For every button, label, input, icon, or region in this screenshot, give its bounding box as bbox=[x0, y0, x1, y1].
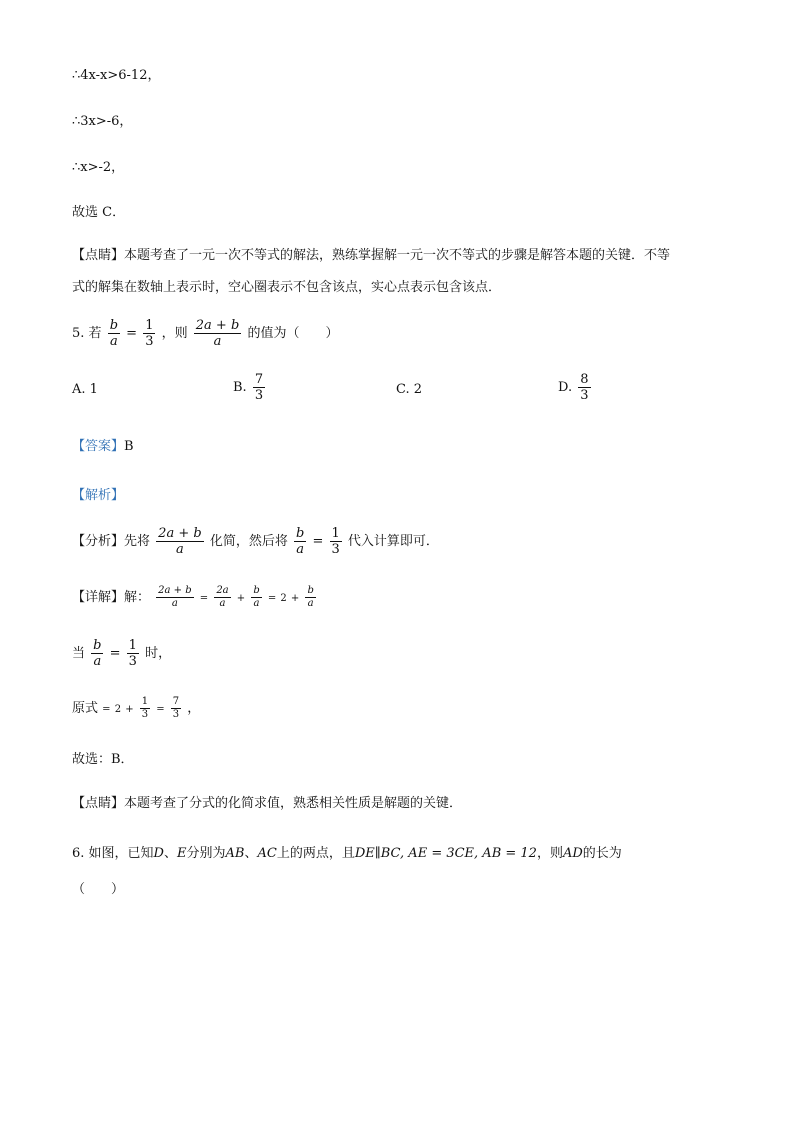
q6-blank: （ ） bbox=[72, 882, 125, 897]
question-5 bbox=[72, 318, 338, 349]
comment-text: 本题考查了一元一次不等式的解法，熟练掌握解一元一次不等式的步骤是解答本题的关键．不等 bbox=[124, 248, 671, 263]
fenxi-fraction-3: $\frac{1}{3}$ bbox=[331, 526, 340, 557]
q5-tail: 的值为（ ） bbox=[247, 326, 339, 341]
option-a: A. 1 bbox=[72, 382, 98, 397]
fenxi-line: 【分析】先将 $\frac{2a + b}{a}$ 化简，然后将 $\frac{b}{a}$ = $\frac{1}{3}$ 代入计算即可． bbox=[72, 526, 439, 557]
xj-fraction-4: $\frac{b}{a}$ bbox=[307, 585, 314, 609]
option-c: C. 2 bbox=[396, 382, 423, 397]
ys-fraction-1: $\frac{1}{3}$ bbox=[141, 696, 149, 720]
analysis-tag: 【解析】 bbox=[72, 488, 125, 503]
dang-line: 当 $\frac{b}{a}$ = $\frac{1}{3}$ 时， bbox=[72, 638, 172, 669]
answer-value: B bbox=[124, 439, 134, 454]
option-d-fraction: $\frac{8}{3}$ bbox=[580, 372, 589, 403]
dang-fraction-2: $\frac{1}{3}$ bbox=[128, 638, 137, 669]
step-2: ∴3x>-6， bbox=[72, 114, 133, 129]
comment-1-line2: 式的解集在数轴上表示时，空心圈表示不包含该点，实心点表示包含该点． bbox=[72, 280, 502, 295]
xj-fraction-3: $\frac{b}{a}$ bbox=[253, 585, 260, 609]
option-b: B. $\frac{7}{3}$ bbox=[233, 372, 264, 403]
choose-b: 故选：B． bbox=[72, 752, 134, 767]
answer-tag: 【答案】 bbox=[72, 439, 125, 454]
option-d: D. $\frac{8}{3}$ bbox=[558, 372, 589, 403]
fenxi-fraction-2: $\frac{b}{a}$ bbox=[295, 526, 305, 557]
yuanshi-line: 原式 = 2 + $\frac{1}{3}$ = $\frac{7}{3}$ ， bbox=[72, 696, 201, 720]
choose-c: 故选 C． bbox=[72, 205, 126, 220]
q5-then: ，则 bbox=[161, 326, 188, 341]
dang-fraction-1: $\frac{b}{a}$ bbox=[93, 638, 102, 669]
ys-fraction-2: $\frac{7}{3}$ bbox=[172, 696, 180, 720]
fraction-b-over-a: $\frac{b}{a}$ bbox=[109, 318, 119, 349]
fraction-2a-plus-b-over-a: $\frac{2a + b}{a}$ bbox=[195, 318, 240, 349]
xj-fraction-1: $\frac{2a + b}{a}$ bbox=[158, 585, 192, 609]
question-6: 6. 如图，已知D、E分别为AB、AC上的两点，且DE∥BC, AE = 3CE, AB = 12，则AD的长为 bbox=[72, 846, 622, 861]
xj-fraction-2: $\frac{2a}{a}$ bbox=[216, 585, 229, 609]
comment-2: 【点睛】本题考查了分式的化简求值，熟悉相关性质是解题的关键． bbox=[72, 796, 463, 811]
q5-number: 5. 若 bbox=[72, 326, 102, 341]
option-b-fraction: $\frac{7}{3}$ bbox=[254, 372, 264, 403]
comment-1 bbox=[72, 247, 670, 265]
fraction-one-third: $\frac{1}{3}$ bbox=[145, 318, 154, 349]
fenxi-fraction-1: $\frac{2a + b}{a}$ bbox=[158, 526, 202, 557]
comment-tag: 【点睛】 bbox=[72, 248, 125, 263]
step-1: ∴4x-x>6-12， bbox=[72, 68, 161, 83]
answer-line bbox=[72, 438, 134, 456]
equals: = bbox=[126, 326, 138, 341]
step-3: ∴x>-2， bbox=[72, 160, 125, 175]
xiangjie-line: 【详解】解： $\frac{2a + b}{a}$ = $\frac{2a}{a}$ + $\frac{b}{a}$ = 2 + $\frac{b}{a}$ bbox=[72, 585, 314, 609]
